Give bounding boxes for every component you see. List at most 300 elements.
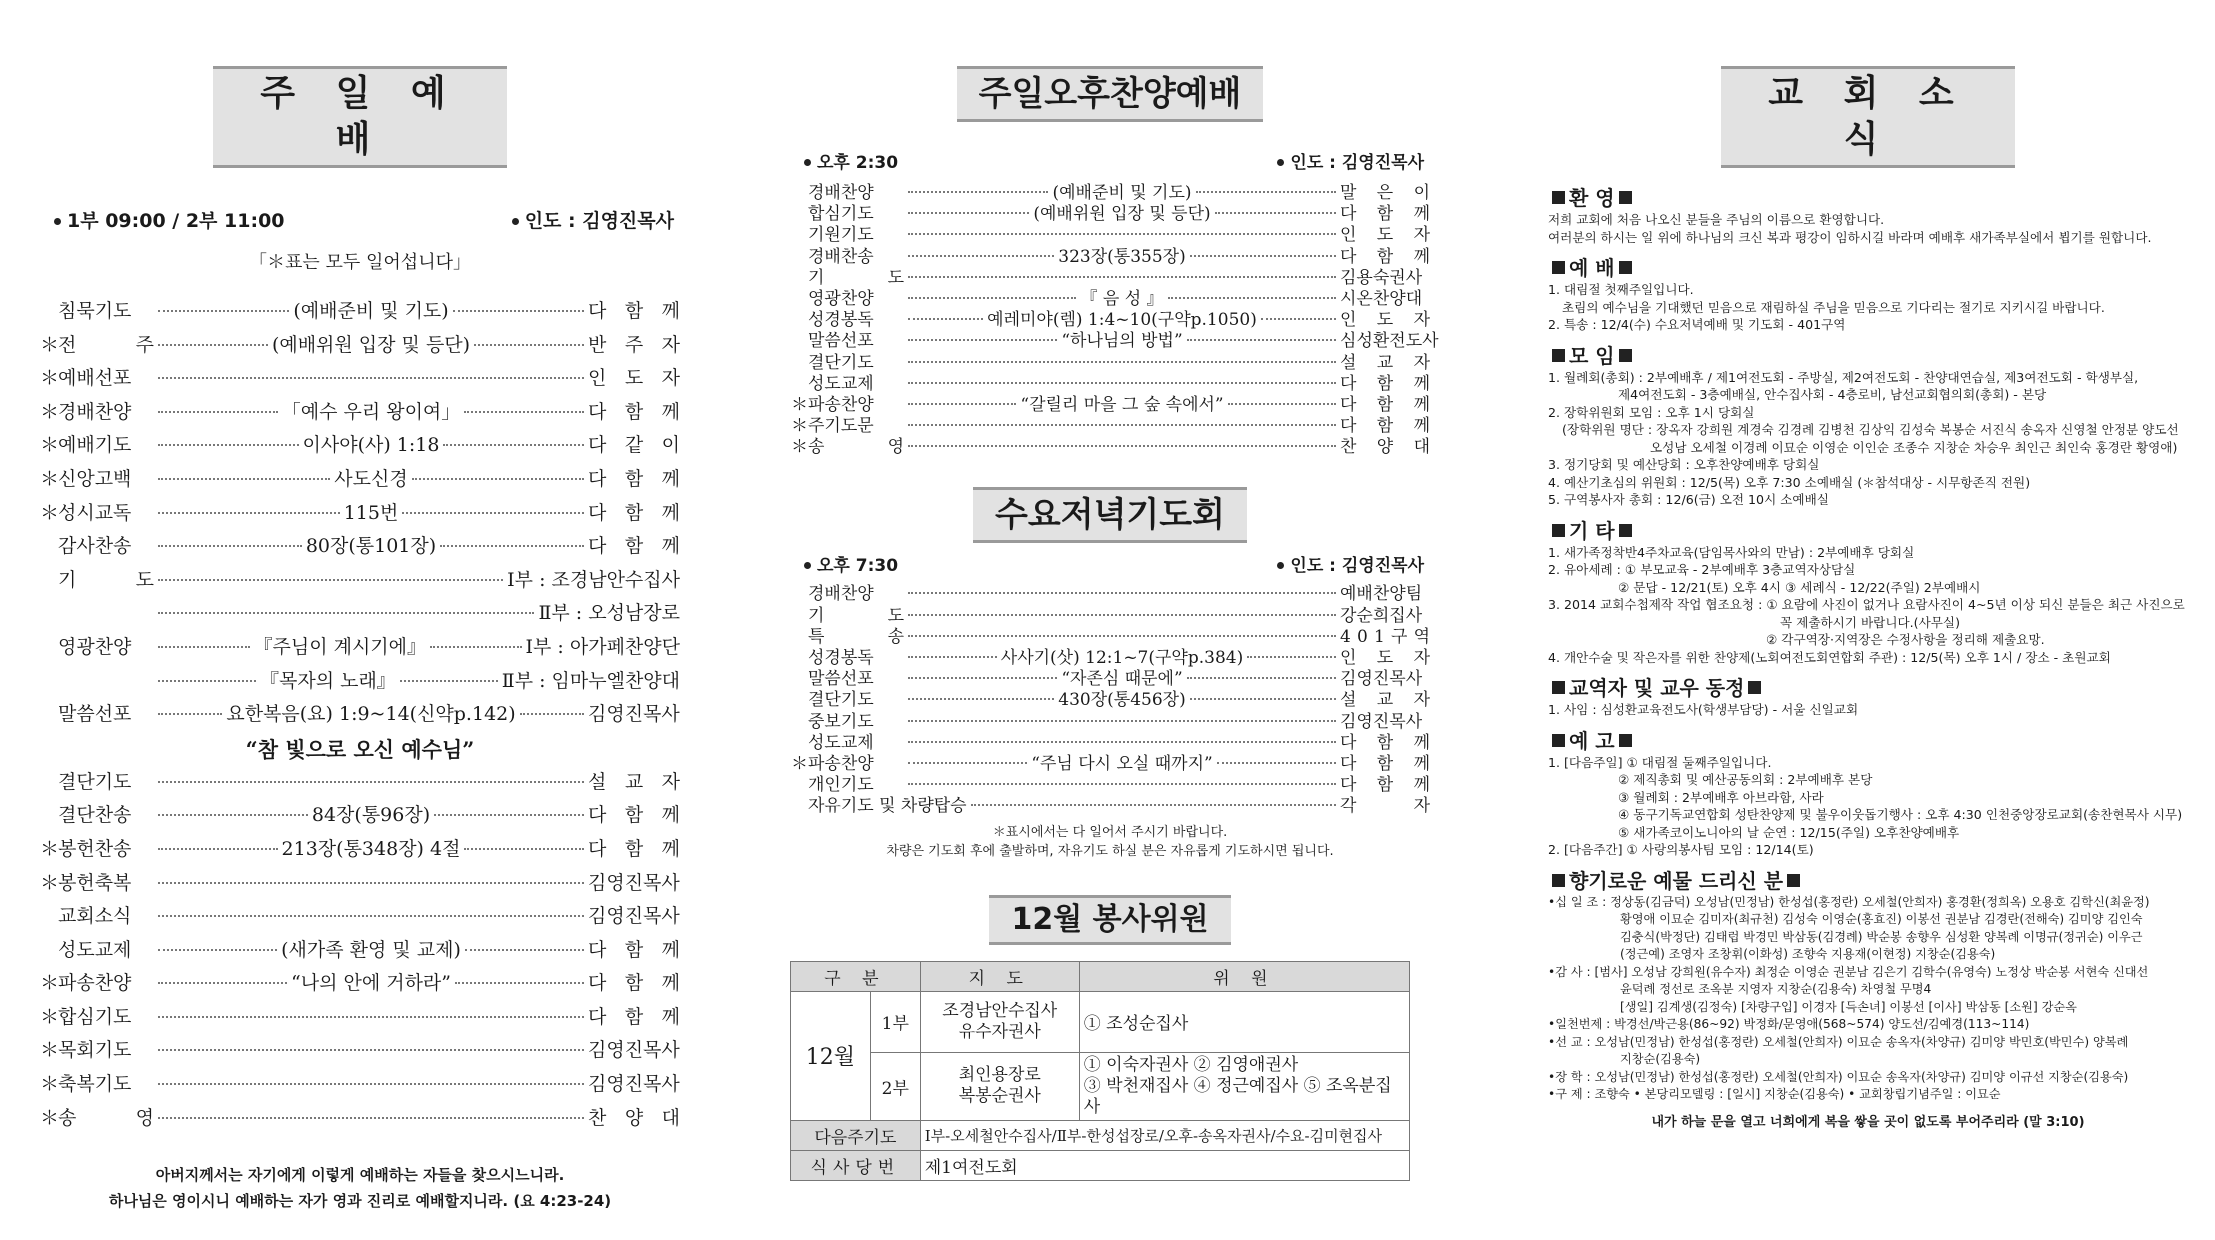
order-row [40,464,680,498]
dotted-leader [158,545,302,547]
dotted-leader [440,545,584,547]
order-person: 다 함 께 [1340,394,1430,415]
order-person: 김영진목사 [588,905,680,928]
order-row [790,326,1439,352]
church-news-title: 교 회 소 식 [1721,66,2015,168]
news-line: 1. 월례회(총회) : 2부예배후 / 제1여전도회 - 주방실, 제2여전도회 - 찬양대연습실, 제3여전도회 - 학생부실, [1548,369,2139,385]
order-row [40,1002,680,1036]
order-label: 결단기도 [808,352,874,373]
dotted-leader [908,783,1336,785]
order-row [40,397,680,431]
part2-members-line1: ① 이숙자권사 ② 김영애권사 [1083,1054,1299,1075]
order-label: 말씀선포 [808,669,874,690]
dotted-leader [908,762,1027,764]
dotted-leader [908,720,1336,722]
dotted-leader [158,949,277,951]
dotted-leader [158,478,330,480]
dotted-leader [1261,318,1336,320]
order-row [790,579,1430,605]
news-line: ④ 동구기독교연합회 성탄찬양제 및 불우이웃돕기행사 : 오후 4:30 인천중앙장로교회(송찬현목사 시무) [1618,807,2183,822]
order-label: 교회소식 [58,905,132,928]
bullet-icon [512,218,519,225]
offerings-text [1548,894,2188,1104]
order-person: 말 은 이 [1340,183,1430,203]
order-person: 김영진목사 [1340,711,1423,732]
dotted-leader [158,848,278,850]
month-cell: 12월 [791,991,871,1120]
dotted-leader [158,781,584,783]
dotted-leader [1187,339,1336,341]
part1-leader: 조경남안수집사 유수자권사 [920,991,1079,1052]
news-line: 4. 예산기초심의 위원회 : 12/5(목) 오후 7:30 소예배실 (＊참석대상 - 시무항존직 전원) [1548,474,2031,490]
afternoon-time: 오후 2:30 [817,153,899,173]
section-welcome [1548,182,2188,211]
table-row [791,1120,1410,1150]
dotted-leader [158,444,299,446]
order-person: 다 함 께 [1340,204,1430,225]
order-detail: 『 음 성 』 [1080,288,1164,309]
church-news-column [1548,0,2188,1136]
order-row [790,749,1430,774]
table-row [791,1150,1410,1180]
order-person: 김용숙권사 [1340,267,1423,288]
order-label: 파송찬양 [58,972,132,995]
part1-cell: 1부 [870,991,920,1052]
order-person: 다 함 께 [588,535,680,558]
order-person: 다 함 께 [1340,246,1430,267]
service-time: 1부 09:00 / 2부 11:00 [67,210,285,232]
news-line: •장 학 : 오성남(민정남) 한성섭(홍정란) 오세철(안희자) 이묘순 송옥자(차양규) 김미양 이규선 지창순(김용숙) [1548,1069,2129,1084]
order-detail: 115번 [343,501,399,524]
afternoon-meta [790,148,1430,176]
meal-duty-label: 식사당번 [791,1150,921,1180]
section-meetings-label: 모 임 [1569,343,1615,368]
order-detail: “하나님의 방법” [1061,331,1183,352]
square-bullet-icon [1552,874,1565,887]
order-row [40,767,680,801]
dotted-leader [908,212,1029,214]
dotted-leader [908,677,1057,679]
order-person: 설 교 자 [1340,690,1430,711]
news-line: 2. 특송 : 12/4(수) 수요저녁예배 및 기도회 - 401구역 [1548,317,1846,332]
dotted-leader [908,403,1016,405]
dotted-leader [158,612,534,614]
header-leader: 지 도 [920,961,1079,991]
news-line: 꼭 제출하시기 바랍니다.(사무실) [1780,614,1960,630]
order-label: 축복기도 [58,1073,132,1096]
square-bullet-icon [1552,734,1565,747]
order-person: 설 교 자 [588,770,680,793]
dotted-leader [158,377,584,379]
order-person: 예배찬양팀 [1340,584,1423,605]
order-person: 다 함 께 [588,938,680,961]
order-label: 말씀선포 [808,331,874,352]
order-person: 다 함 께 [588,467,681,490]
wednesday-notes [790,823,1430,861]
afternoon-column [790,0,1439,1181]
order-person: 김영진목사 [588,703,680,726]
dotted-leader [908,382,1336,384]
square-bullet-icon [1787,874,1800,887]
order-label: 결단기도 [58,770,132,793]
dotted-leader [464,411,584,413]
stand-marker: ＊ [40,501,60,524]
dotted-leader [158,579,503,581]
stand-marker: ＊ [40,1106,60,1129]
order-detail: 84장(통96장) [311,804,431,827]
news-line: [생일] 김계생(김정숙) [차량구입] 이경자 [득손녀] 이봉선 [이사] 박삼동 [소원] 강순옥 [1620,999,2077,1014]
dotted-leader [402,512,584,514]
volunteers-title: 12월 봉사위원 [989,895,1230,945]
bullet-icon [804,562,811,569]
part2-leader: 최인용장로 복봉순권사 [920,1052,1079,1120]
news-line: ⑤ 새가족코이노니아의 날 순연 : 12/15(주일) 오후찬양예배후 [1618,824,1960,840]
staff-text [1548,701,2188,719]
order-row [40,901,680,935]
wednesday-order [790,579,1430,817]
order-person: 강순희집사 [1340,605,1423,626]
dotted-leader [971,804,1336,806]
dotted-leader [908,424,1336,426]
order-person: 4 0 1 구 역 [1340,626,1430,647]
order-label: 경배찬송 [808,246,874,267]
order-row [790,305,1430,331]
order-person: 다 함 께 [588,972,681,995]
part2-members-line2: ③ 박천재집사 ④ 정근예집사 ⑤ 조옥분집사 [1083,1075,1392,1117]
stand-marker: ＊ [791,753,808,774]
dotted-leader [474,344,584,346]
order-row [790,601,1430,626]
dotted-leader [908,233,1336,235]
order-label: 성경봉독 [808,310,874,331]
order-person: Ⅱ부 : 오성남장로 [538,602,680,625]
part1-members: ① 조성순집사 [1079,991,1409,1052]
news-line: ③ 월례회 : 2부예배후 아브라함, 사라 [1618,789,1824,805]
order-detail: (예배위원 입장 및 등단) [271,333,471,356]
note-standing: ＊표시에서는 다 일어서 주시기 바랍니다. [992,824,1228,840]
news-line: •십 일 조 : 정상동(김금덕) 오성남(민정남) 한성섭(홍정란) 오세철(안희자) 홍경환(정희옥) 오용호 김학신(최윤정) [1548,894,2150,909]
order-row [790,643,1430,668]
dotted-leader [908,592,1336,594]
dotted-leader [908,635,1336,637]
order-detail: 사사기(삿) 12:1~7(구약p.384) [1000,648,1244,668]
news-line: 윤덕례 정선로 조옥분 지영자 지창순(김용숙) 차영철 무명4 [1620,982,1932,996]
section-meetings [1548,340,2188,369]
order-person: 인 도 자 [1340,648,1430,668]
meetings-text [1548,369,2188,509]
square-bullet-icon [1619,524,1632,537]
news-line: 오성남 오세철 이경례 이묘순 이영순 이인순 조종수 지창순 차승우 최인근 최인숙 홍경란 황영애) [1650,439,2178,455]
order-label: 합심기도 [808,204,874,225]
dotted-leader [908,741,1336,743]
stand-marker: ＊ [40,400,60,423]
order-person: 시온찬양대 [1340,288,1423,309]
order-row [40,699,680,733]
stand-marker: ＊ [791,394,808,415]
dotted-leader [1228,403,1336,405]
order-detail: 사도신경 [334,467,408,490]
square-bullet-icon [1552,524,1565,537]
volunteers-table [790,961,1410,1181]
square-bullet-icon [1619,349,1632,362]
dotted-leader [908,445,1336,447]
order-label: 파송찬양 [808,394,874,415]
order-row [40,498,680,532]
dotted-leader [434,814,584,816]
wednesday-leader: 인도 : 김영진목사 [1290,556,1424,577]
order-person: 다 함 께 [1340,373,1430,394]
dotted-leader [158,713,222,715]
order-label: 파송찬양 [808,753,874,774]
header-category: 구 분 [791,961,921,991]
order-person: 김영진목사 [588,1073,680,1096]
order-row [790,242,1430,267]
dotted-leader [158,680,256,682]
square-bullet-icon [1552,681,1565,694]
part2-cell: 2부 [870,1052,920,1120]
stand-marker: ＊ [40,1039,60,1062]
sermon-title: “참 빛으로 오신 예수님” [245,736,475,762]
dotted-leader [158,915,584,917]
order-detail: 『주님이 계시기에』 [253,635,427,658]
news-line: 5. 구역봉사자 총회 : 12/6(금) 오전 10시 소예배실 [1548,492,1829,507]
order-label: 송 영 [808,437,904,458]
order-label: 성시교독 [58,501,132,524]
news-line: 3. 2014 교회수첩제작 작업 협조요청 : ① 요람에 사진이 없거나 요람사진이 4~5년 이상 되신 분들은 최근 사진으로 [1548,597,2185,612]
order-row [40,565,680,599]
square-bullet-icon [1619,734,1632,747]
footer-line-1: 아버지께서는 자기에게 이렇게 예배하는 자들을 찾으시느니라. [155,1166,565,1185]
news-line: 황영애 이묘순 김미자(최규천) 김성숙 이영순(홍효진) 이봉선 권분남 김경란(전해숙) 김미양 김인숙 [1620,912,2143,926]
footer-line-2: 하나님은 영이시니 예배하는 자가 영과 진리로 예배할지니라. (요 4:23-24) [108,1192,612,1211]
order-row [790,685,1430,711]
afternoon-order [790,178,1439,458]
news-line: (정근예) 조영자 조창휘(이화성) 조향숙 지용재(이현정) 지창순(김용숙) [1620,947,1996,961]
stand-marker: ＊ [40,871,60,894]
order-row [790,664,1430,690]
order-label: 예배선포 [58,367,132,390]
order-label: 합심기도 [58,1005,132,1028]
order-person: 다 함 께 [588,837,680,860]
order-label: 신앙고백 [58,467,132,490]
header-members: 위 원 [1079,961,1409,991]
news-line: 2. [다음주간] ① 사랑의봉사팀 모임 : 12/14(토) [1548,842,1814,857]
order-detail: (예배준비 및 기도) [293,300,449,322]
dotted-leader [158,982,287,984]
order-row [40,834,680,868]
order-label: 봉헌찬송 [58,837,132,860]
order-row [40,800,680,834]
news-line: 1. [다음주일] ① 대림절 둘째주일입니다. [1548,754,1772,770]
news-line: ② 문답 - 12/21(토) 오후 4시 ③ 세례식 - 12/22(주일) 2부예배시 [1618,579,1981,595]
dotted-leader [158,814,308,816]
order-label: 특 송 [808,626,904,647]
order-label: 기 도 [808,267,904,288]
order-label: 송 영 [58,1106,154,1129]
section-etc [1548,515,2188,544]
next-prayer-value: Ⅰ부-오세철안수집사/Ⅱ부-한성섭장로/오후-송옥자권사/수요-김미현집사 [920,1120,1409,1150]
dotted-leader [908,614,1336,616]
order-row [790,178,1430,203]
dotted-leader [908,318,983,320]
bullet-icon [54,218,61,225]
square-bullet-icon [1619,261,1632,274]
dotted-leader [1196,191,1336,193]
dotted-leader [908,191,1048,193]
order-row [40,531,680,565]
table-row [791,991,1410,1052]
dotted-leader [158,1083,584,1085]
order-row [40,1103,680,1137]
sunday-worship-column [40,0,680,1214]
order-label: 경배찬양 [58,400,132,423]
order-label: 성도교제 [808,373,874,394]
dotted-leader [1215,212,1336,214]
order-detail: (예배위원 입장 및 등단) [1033,204,1211,225]
dotted-leader [430,646,522,648]
order-label: 감사찬송 [58,535,132,558]
order-row [40,363,680,397]
afternoon-worship-title: 주일오후찬양예배 [957,66,1264,122]
order-person: 다 함 께 [588,300,681,322]
next-prayer-label: 다음주기도 [791,1120,921,1150]
meal-duty-value: 제1여전도회 [920,1150,1409,1180]
etc-text [1548,544,2188,667]
dotted-leader [908,276,1336,278]
square-bullet-icon [1552,261,1565,274]
order-person: 다 함 께 [1340,732,1430,753]
bullet-icon [1277,159,1284,166]
dotted-leader [1168,297,1336,299]
order-label: 결단찬송 [58,804,132,827]
order-label: 목회기도 [58,1039,132,1062]
order-person: 심성환전도사 [1340,331,1439,352]
order-person: 다 같 이 [588,434,681,457]
order-detail: 『목자의 노래』 [259,669,396,692]
table-header-row [791,961,1410,991]
order-person: 다 함 께 [588,804,680,827]
dotted-leader [412,478,584,480]
order-row [40,935,680,969]
order-person: 다 함 께 [588,501,680,524]
order-detail: “자존심 때문에” [1061,669,1183,690]
order-row [40,598,680,632]
order-detail: 이사야(사) 1:18 [302,434,440,457]
order-person: 인 도 자 [1340,310,1430,331]
news-line: •구 제 : 조향숙 • 본당리모델링 : [일시] 지창순(김용숙) • 교회창립기념주일 : 이묘순 [1548,1087,2001,1101]
stand-note: 「＊표는 모두 일어섭니다」 [249,252,471,273]
service-meta [40,206,680,234]
news-line: 4. 개안수술 및 작은자를 위한 찬양제(노회여전도회연합회 주관) : 12/5(목) 오후 1시 / 장소 - 초원교회 [1548,649,2111,665]
order-person: 찬 양 대 [1340,437,1430,458]
dotted-leader [158,1049,584,1051]
order-row [790,791,1430,817]
order-detail: 80장(통101장) [305,535,437,558]
dotted-leader [1190,698,1336,700]
order-row [40,868,680,902]
dotted-leader [443,444,584,446]
order-person: 인 도 자 [1340,225,1430,246]
order-row [40,632,680,666]
dotted-leader [1247,656,1336,658]
dotted-leader [908,656,997,658]
order-row [40,1069,680,1103]
section-welcome-label: 환 영 [1569,186,1615,210]
news-line: 1. 사임 : 심성환교육전도사(학생부담당) - 서울 신일교회 [1548,702,1859,717]
order-label: 성도교제 [808,732,874,753]
sunday-worship-title: 주 일 예 배 [213,66,507,168]
order-row [40,968,680,1002]
order-of-service-2 [40,767,680,1137]
order-row [40,1035,680,1069]
section-notice [1548,725,2188,754]
order-person: 찬 양 대 [588,1106,680,1129]
order-person: 인 도 자 [588,367,680,390]
order-label: 성경봉독 [808,648,874,668]
section-staff-label: 교역자 및 교우 동정 [1569,676,1745,700]
bullet-icon [1277,562,1284,569]
stand-marker: ＊ [40,972,60,995]
welcome-line: 여러분의 하시는 일 위에 하나님의 크신 복과 평강이 임하시길 바라며 예배후 새가족부실에서 뵙기를 원합니다. [1548,229,2152,245]
order-label: 봉헌축복 [58,871,132,894]
dotted-leader [908,297,1076,299]
dotted-leader [158,344,268,346]
order-row [40,330,680,364]
order-label: 경배찬양 [808,183,874,203]
order-detail: 요한복음(요) 1:9~14(신약p.142) [226,703,516,726]
dotted-leader [1190,255,1336,257]
news-line: 2. 장학위원회 모임 : 오후 1시 당회실 [1548,404,1755,420]
worship-text [1548,281,2188,334]
bullet-icon [804,159,811,166]
dotted-leader [908,255,1054,257]
order-person: 반 주 자 [588,333,681,356]
square-bullet-icon [1552,191,1565,204]
square-bullet-icon [1619,191,1632,204]
order-label: 기 도 [58,568,154,591]
afternoon-leader: 인도 : 김영진목사 [1290,153,1424,173]
dotted-leader [400,680,498,682]
order-person: Ⅱ부 : 임마누엘찬양대 [501,669,681,692]
order-row [790,390,1430,415]
order-label: 주기도문 [808,416,874,437]
wednesday-time: 오후 7:30 [817,556,899,577]
order-detail: 213장(통348장) 4절 [281,837,461,860]
order-person: Ⅰ부 : 조경남안수집사 [507,568,680,591]
dotted-leader [520,713,584,715]
news-line: 초림의 예수님을 기대했던 믿음으로 재림하실 주님을 믿음으로 기다리는 절기로 지키시길 바랍니다. [1562,299,2105,315]
order-person: 설 교 자 [1340,352,1430,373]
wednesday-prayer-title: 수요저녁기도회 [973,487,1247,543]
order-of-service [40,296,680,733]
order-label: 기 도 [808,605,904,626]
stand-marker: ＊ [40,1073,60,1096]
news-line: 제4여전도회 - 3층예배실, 안수집사회 - 4층로비, 남선교회협의회(총회) - 본당 [1618,387,2047,402]
order-label: 영광찬양 [58,635,132,658]
dotted-leader [1217,762,1336,764]
news-line: 1. 새가족정착반4주차교육(담임목사와의 만남) : 2부예배후 당회실 [1548,544,1915,560]
order-label: 중보기도 [808,711,874,732]
order-detail: (새가족 환영 및 교제) [281,938,461,961]
section-offerings-label: 향기로운 예물 드리신 분 [1569,868,1784,893]
notice-text [1548,754,2188,859]
dotted-leader [453,310,584,312]
order-person: 다 함 께 [1340,753,1430,774]
order-person: 다 함 께 [588,400,680,423]
news-line: ② 각구역장·지역장은 수정사항을 정리해 제출요망. [1766,632,2045,647]
order-label: 침묵기도 [58,300,132,322]
stand-marker: ＊ [40,467,60,490]
